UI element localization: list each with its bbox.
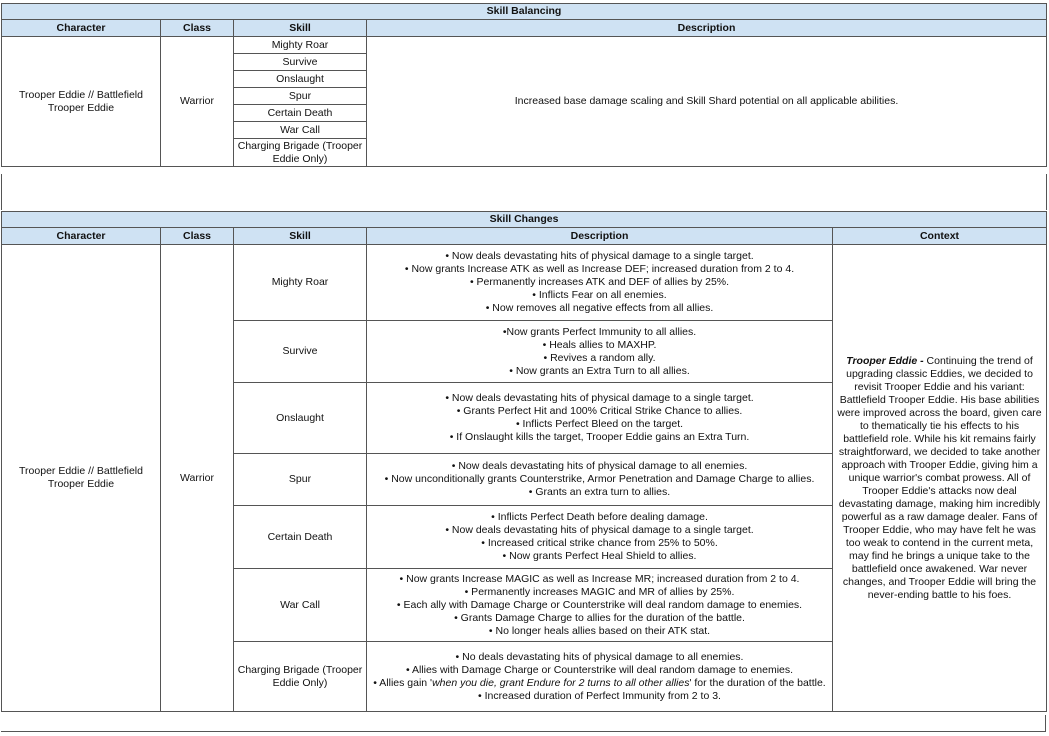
header-skill: Skill	[234, 20, 367, 37]
description-line: • Inflicts Perfect Death before dealing damage.	[491, 511, 708, 523]
line-suffix: ' for the duration of the battle.	[689, 676, 826, 689]
header-description: Description	[367, 20, 1047, 37]
skill-cell: Spur	[234, 454, 367, 506]
description-line: • No deals devastating hits of physical damage to all enemies.	[455, 650, 744, 663]
table-spacer	[1, 174, 1047, 210]
description-cell	[367, 642, 833, 712]
description-line: • Now grants Increase MAGIC as well as Increase MR; increased duration from 2 to 4.	[399, 572, 800, 585]
line-italic: when you die, grant Endure for 2 turns to all other allies	[432, 676, 690, 689]
description-cell	[367, 569, 833, 642]
header-character: Character	[2, 20, 161, 37]
skill-cell: Charging Brigade (Trooper Eddie Only)	[234, 642, 367, 712]
description-line: • Inflicts Perfect Bleed on the target.	[515, 418, 684, 430]
description-cell: Increased base damage scaling and Skill Shard potential on all applicable abilities.	[367, 37, 1047, 167]
description-line: • Permanently increases MAGIC and MR of allies by 25%.	[464, 585, 735, 598]
description-line: • Inflicts Fear on all enemies.	[532, 289, 667, 301]
description-line	[369, 677, 830, 690]
description-line: • Grants Damage Charge to allies for the duration of the battle.	[454, 611, 745, 624]
skill-cell: War Call	[234, 569, 367, 642]
description-line: • Now grants Increase ATK as well as Increase DEF; increased duration from 2 to 4.	[404, 263, 795, 275]
skill-cell: Onslaught	[234, 383, 367, 454]
character-cell: Trooper Eddie // Battlefield Trooper Eddie	[2, 37, 161, 167]
description-cell	[367, 321, 833, 383]
description-line: • Now grants Perfect Heal Shield to allies.	[502, 550, 697, 562]
header-skill: Skill	[234, 228, 367, 245]
description-line: • If Onslaught kills the target, Trooper Eddie gains an Extra Turn.	[449, 431, 750, 443]
description-cell	[367, 383, 833, 454]
description-line: • Each ally with Damage Charge or Counterstrike will deal random damage to enemies.	[396, 598, 803, 611]
balancing-title: Skill Balancing	[2, 4, 1047, 20]
skill-balancing-table	[1, 3, 1047, 167]
skill-cell: Onslaught	[234, 71, 367, 88]
description-line: • No longer heals allies based on their ATK stat.	[488, 624, 711, 637]
skill-cell: Survive	[234, 321, 367, 383]
description-line: • Allies with Damage Charge or Counterstrike will deal random damage to enemies.	[405, 663, 794, 676]
description-line: • Now removes all negative effects from all allies.	[485, 302, 714, 314]
context-text: Continuing the trend of upgrading classic Eddies, we decided to revisit Trooper Eddie and his variant: Battlefield Trooper Eddie. His base abilities were improved across the board, given care to thematically tie his effects to his battlefield role. While his kit remains fairly straightforward, we decided to take another approach with Trooper Eddie, giving him a unique warrior's combat prowess. All of Trooper Eddie's attacks now deal devastating damage, making him incredibly powerful as a raw damage dealer. Fans of Trooper Eddie, who may have felt he was too weak to contend in the current meta, may find he brings a unique take to the battlefield once awakened. War never changes, and Trooper Eddie will bring the never-ending battle to his foes.	[837, 354, 1042, 601]
header-character: Character	[2, 228, 161, 245]
description-line: • Now unconditionally grants Counterstrike, Armor Penetration and Damage Charge to allies.	[384, 473, 815, 485]
changes-title: Skill Changes	[2, 212, 1047, 228]
description-cell	[367, 245, 833, 321]
skill-cell: Certain Death	[234, 105, 367, 122]
description-line: • Heals allies to MAXHP.	[542, 338, 657, 351]
skill-cell: Certain Death	[234, 506, 367, 569]
description-line: • Now deals devastating hits of physical damage to a single target.	[445, 524, 754, 536]
skill-cell: Spur	[234, 88, 367, 105]
description-line: • Now grants an Extra Turn to all allies.	[509, 364, 690, 377]
description-cell	[367, 506, 833, 569]
description-line: • Increased critical strike chance from 25% to 50%.	[481, 537, 718, 549]
skill-cell: Survive	[234, 54, 367, 71]
description-line: • Now deals devastating hits of physical damage to all enemies.	[451, 460, 748, 472]
class-cell: Warrior	[161, 37, 234, 167]
header-class: Class	[161, 20, 234, 37]
line-prefix: • Allies gain '	[373, 676, 433, 689]
description-line: •Now grants Perfect Immunity to all allies.	[502, 325, 697, 338]
character-cell: Trooper Eddie // Battlefield Trooper Eddie	[2, 245, 161, 712]
bottom-border	[1, 731, 1046, 732]
context-name: Trooper Eddie -	[846, 354, 927, 367]
description-line: • Grants Perfect Hit and 100% Critical Strike Chance to allies.	[456, 405, 743, 417]
class-cell: Warrior	[161, 245, 234, 712]
header-description: Description	[367, 228, 833, 245]
skill-cell: War Call	[234, 122, 367, 139]
header-class: Class	[161, 228, 234, 245]
description-line: • Increased duration of Perfect Immunity from 2 to 3.	[478, 689, 721, 702]
skill-cell: Charging Brigade (Trooper Eddie Only)	[234, 139, 367, 167]
description-line: • Permanently increases ATK and DEF of allies by 25%.	[469, 276, 730, 288]
table-edge	[1045, 715, 1046, 732]
skill-cell: Mighty Roar	[234, 245, 367, 321]
description-cell	[367, 454, 833, 506]
skill-changes-table	[1, 211, 1047, 712]
header-context: Context	[833, 228, 1047, 245]
description-line: • Grants an extra turn to allies.	[528, 486, 671, 498]
description-line: • Now deals devastating hits of physical damage to a single target.	[445, 392, 754, 404]
description-line: • Revives a random ally.	[543, 351, 656, 364]
context-cell	[833, 245, 1047, 712]
skill-cell: Mighty Roar	[234, 37, 367, 54]
description-line: • Now deals devastating hits of physical damage to a single target.	[445, 250, 754, 262]
